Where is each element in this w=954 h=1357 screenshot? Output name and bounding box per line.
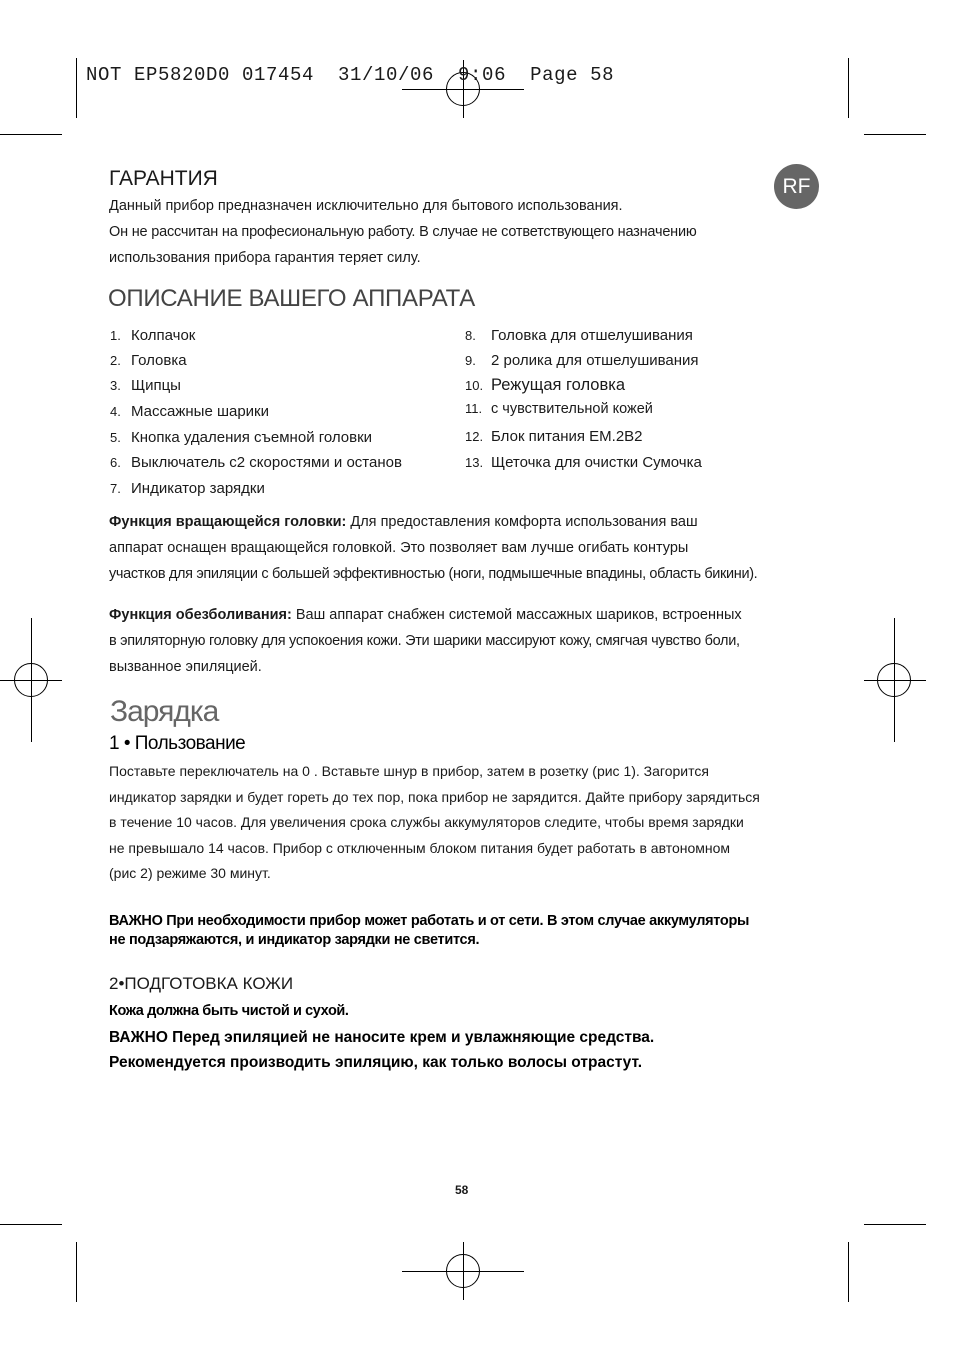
- crop-mark: [848, 58, 849, 118]
- list-item: 12. Блок питания EM.2B2: [465, 428, 643, 445]
- crop-mark: [76, 1242, 77, 1302]
- crop-mark: [864, 134, 926, 135]
- warranty-line: Данный прибор предназначен исключительно для бытового использования.: [109, 198, 623, 214]
- list-item: 8. Головка для отшелушивания: [465, 327, 693, 344]
- list-item: 13. Щеточка для очистки Сумочка: [465, 454, 702, 471]
- warranty-line: Он не рассчитан на професиональную работу. В случае не сответствующего назначению: [109, 224, 697, 240]
- charging-line: Поставьте переключатель на 0 . Вставьте шнур в прибор, затем в розетку (рис 1). Загорится: [109, 763, 709, 779]
- rotating-label: Функция вращающейся головки:: [109, 514, 347, 530]
- charging-line: индикатор зарядки и будет гореть до тех пор, пока прибор не зарядится. Дайте прибору зарядиться: [109, 789, 760, 805]
- pain-paragraph: Функция обезболивания: Ваш аппарат снабжен системой массажных шариков, встроенных: [109, 607, 742, 623]
- pain-label: Функция обезболивания:: [109, 607, 292, 623]
- skin-recommendation: Рекомендуется производить эпиляцию, как только волосы отрастут.: [109, 1054, 643, 1071]
- list-item: 3. Щипцы: [110, 377, 181, 394]
- pain-line: вызванное эпиляцией.: [109, 659, 262, 675]
- list-item: 4. Массажные шарики: [110, 403, 269, 420]
- skin-title: 2•ПОДГОТОВКА КОЖИ: [109, 974, 294, 993]
- list-item: 10. Режущая головка: [465, 376, 625, 394]
- warranty-title: ГАРАНТИЯ: [109, 167, 218, 190]
- pain-line: в эпиляторную головку для успокоения кожи. Эти шарики массируют кожу, смягчая чувство боли,: [109, 633, 740, 649]
- registration-circle: [877, 663, 911, 697]
- list-item: 2. Головка: [110, 352, 187, 369]
- rotating-paragraph: Функция вращающейся головки: Для предоставления комфорта использования ваш: [109, 514, 698, 530]
- description-title: ОПИСАНИЕ ВАШЕГО АППАРАТА: [108, 285, 475, 312]
- crop-mark: [0, 1224, 62, 1225]
- crop-mark: [76, 58, 77, 118]
- registration-circle: [446, 1254, 480, 1288]
- list-item: 9. 2 ролика для отшелушивания: [465, 352, 699, 369]
- important-note: ВАЖНО При необходимости прибор может работать и от сети. В этом случае аккумуляторы: [109, 913, 750, 929]
- list-item: 11. с чувствительной кожей: [465, 401, 653, 417]
- list-item: 7. Индикатор зарядки: [110, 480, 265, 497]
- registration-circle: [14, 663, 48, 697]
- list-item: 6. Выключатель с2 скоростями и останов: [110, 454, 402, 471]
- charging-subtitle: 1 • Пользование: [109, 733, 246, 754]
- rotating-line: участков для эпиляции с большей эффективностью (ноги, подмышечные впадины, область бикини).: [109, 566, 758, 582]
- language-badge: RF: [774, 164, 819, 209]
- skin-important: ВАЖНО Перед эпиляцией не наносите крем и увлажняющие средства.: [109, 1029, 655, 1046]
- charging-line: не превышало 14 часов. Прибор с отключенным блоком питания будет работать в автономном: [109, 840, 731, 856]
- crop-mark: [0, 134, 62, 135]
- crop-mark: [848, 1242, 849, 1302]
- print-header: NOT EP5820D0 017454 31/10/06 9:06 Page 58: [86, 64, 615, 86]
- charging-title: Зарядка: [110, 695, 219, 728]
- charging-line: (рис 2) режиме 30 минут.: [109, 865, 271, 881]
- list-item: 5. Кнопка удаления съемной головки: [110, 429, 373, 446]
- page-number: 58: [455, 1183, 469, 1197]
- crop-mark: [864, 1224, 926, 1225]
- list-item: 1. Колпачок: [110, 327, 196, 344]
- skin-line: Кожа должна быть чистой и сухой.: [109, 1003, 349, 1019]
- warranty-line: использования прибора гарантия теряет силу.: [109, 250, 421, 266]
- rotating-line: аппарат оснащен вращающейся головкой. Это позволяет вам лучше огибать контуры: [109, 540, 689, 556]
- charging-line: в течение 10 часов. Для увеличения срока службы аккумуляторов следите, чтобы время зарядки: [109, 814, 744, 830]
- important-note: не подзаряжаются, и индикатор зарядки не светится.: [109, 932, 480, 948]
